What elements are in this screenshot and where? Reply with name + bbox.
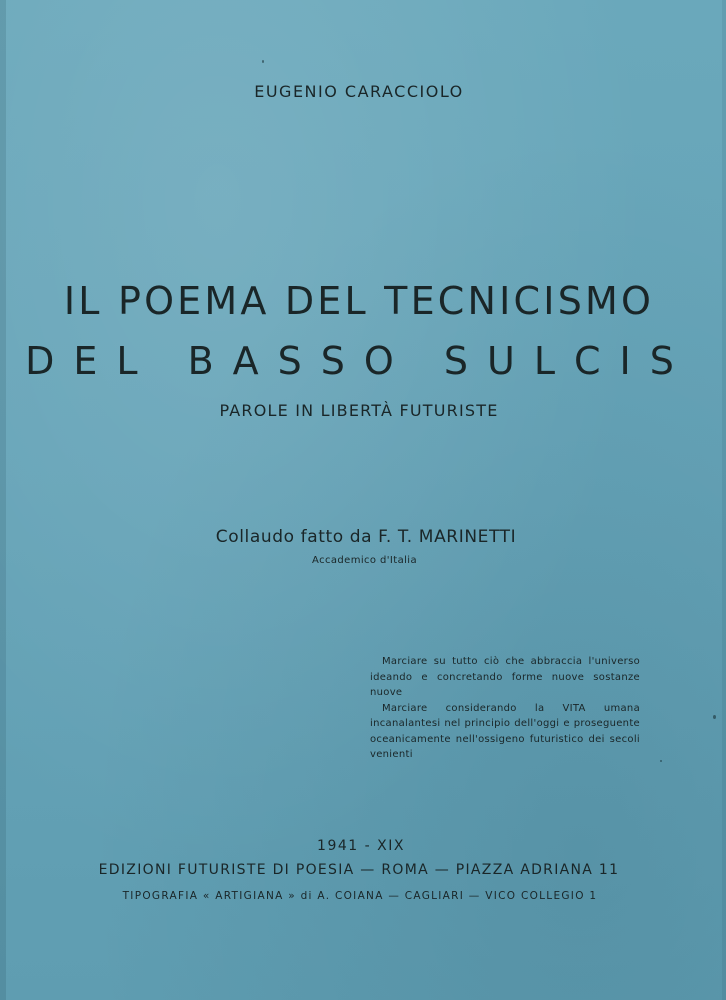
printer-line: TIPOGRAFIA « ARTIGIANA » di A. COIANA — CAGLIARI — VICO COLLEGIO 1 [122,890,598,902]
epigraph-paragraph-2: Marciare considerando la VITA umana incanalantesi nel principio dell'oggi e proseguente oceanicamente nell'ossigeno futuristico dei secoli venienti [370,702,640,760]
paper-speck [713,715,716,719]
epigraph-paragraph-1: Marciare su tutto ciò che abbraccia l'universo ideando e concretando forme nuove sostanze nuove [370,656,640,698]
epigraph [370,654,640,763]
subtitle: PAROLE IN LIBERTÀ FUTURISTE [219,401,499,420]
paper-speck [660,760,662,762]
title-line-2: DEL BASSO SULCIS [25,339,693,383]
preface-credit: Collaudo fatto da F. T. MARINETTI [215,527,517,547]
author-name: EUGENIO CARACCIOLO [254,82,464,101]
preface-credit-note: Accademico d'Italia [312,555,417,566]
paper-speck [262,60,264,63]
title-line-1: IL POEMA DEL TECNICISMO [63,279,655,323]
publication-year: 1941 - XIX [317,838,405,854]
publisher-line: EDIZIONI FUTURISTE DI POESIA — ROMA — PIAZZA ADRIANA 11 [98,862,620,878]
